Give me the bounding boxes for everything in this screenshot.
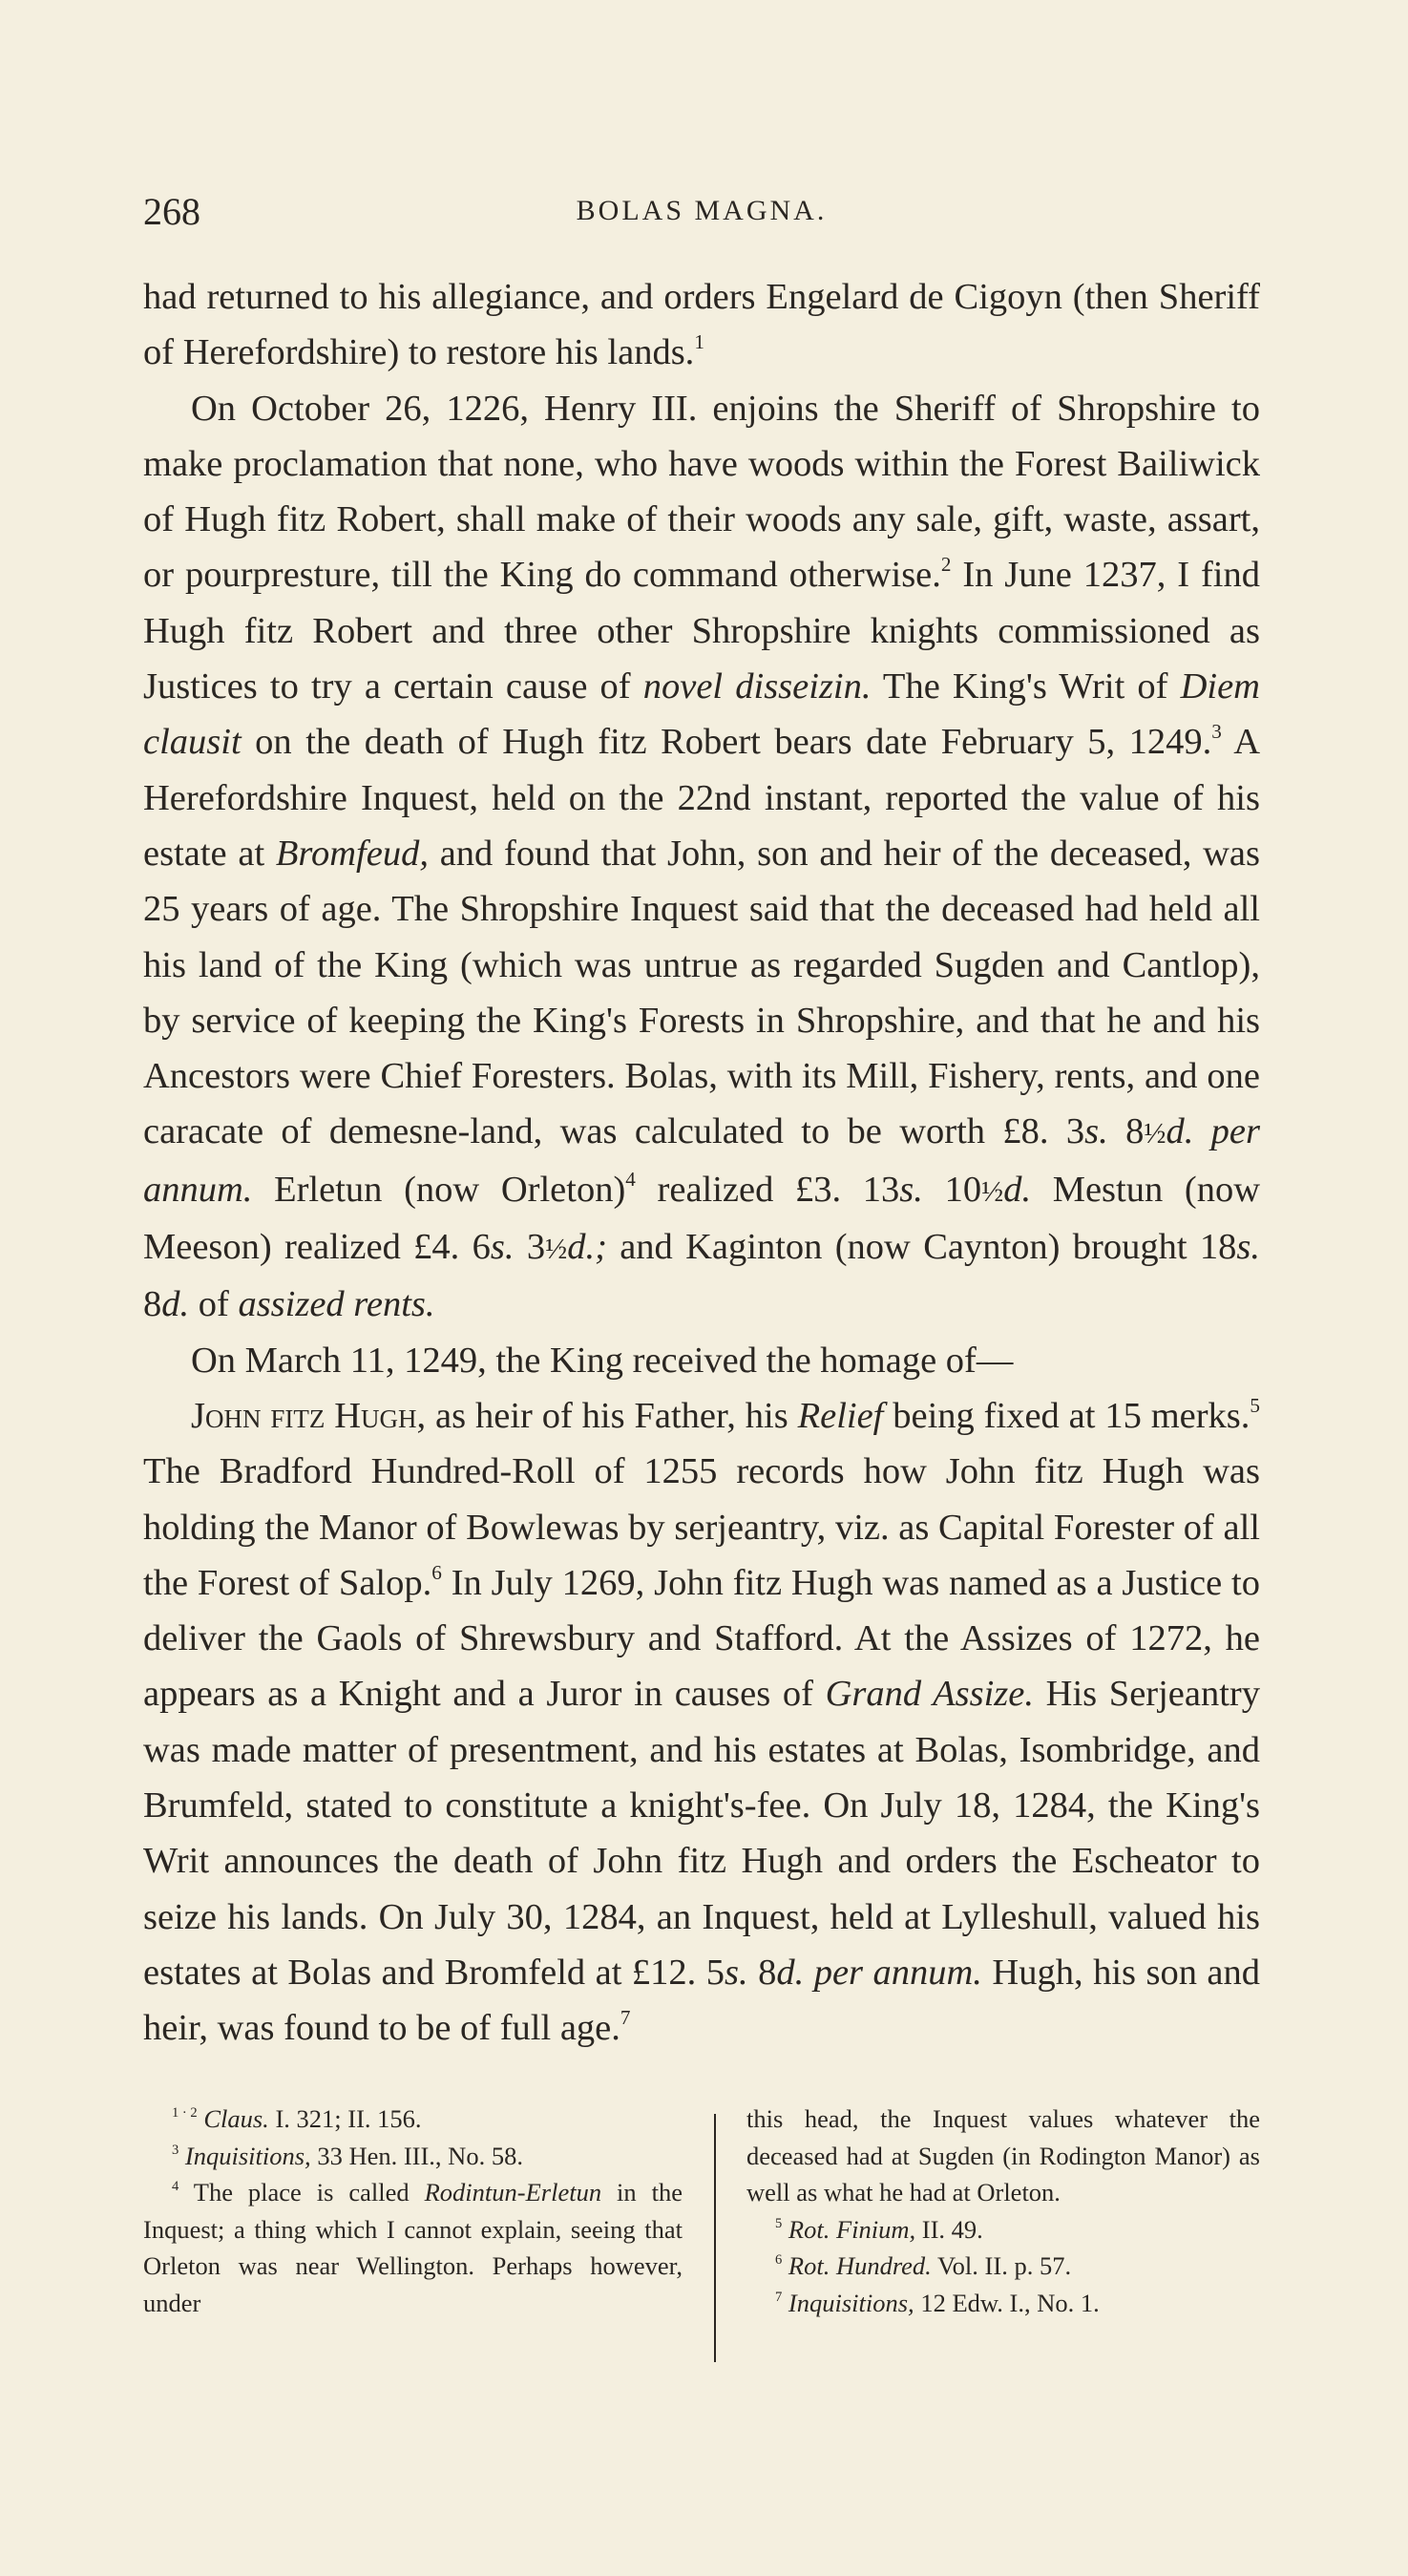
footnote-ref: 7 bbox=[775, 2289, 783, 2305]
footnote-ref: 3 bbox=[172, 2142, 179, 2158]
footnotes-left-column bbox=[143, 2101, 683, 2321]
running-head: BOLAS MAGNA. bbox=[576, 195, 828, 226]
text-run: ½ bbox=[1144, 1117, 1166, 1151]
footnote-column-rule bbox=[714, 2114, 716, 2362]
text-run: John fitz Hugh, bbox=[191, 1395, 427, 1436]
text-run: had returned to his allegiance, and orders Engelard de Cigoyn (then Sheriff of Herefordshire) to restore his lands. bbox=[143, 277, 1260, 373]
text-run bbox=[1193, 1111, 1210, 1151]
text-run: 8 bbox=[1107, 1111, 1145, 1152]
footnote-ref: 2 bbox=[940, 553, 952, 577]
text-run: and Kaginton (now Caynton) brought 18 bbox=[606, 1227, 1237, 1268]
footnotes bbox=[143, 2101, 1260, 2358]
paragraph bbox=[143, 1388, 1260, 2057]
footnote bbox=[746, 2101, 1260, 2211]
text-run: Mestun (now Meeson) realized £4. 6 bbox=[143, 1169, 1261, 1268]
text-run: assized rents. bbox=[238, 1284, 435, 1325]
text-run bbox=[782, 2289, 788, 2317]
footnote-ref: 4 bbox=[172, 2179, 179, 2195]
text-run: 3 bbox=[514, 1227, 546, 1268]
footnote-ref: 6 bbox=[431, 1560, 442, 1584]
text-run: In July 1269, John fitz Hugh was named as a Justice to deliver the Gaols of Shrewsbury and Stafford. At the Assizes of 1272, he appears as a Knight and a Juror in causes of bbox=[143, 1562, 1260, 1715]
text-run bbox=[782, 2251, 788, 2280]
paragraph bbox=[143, 1333, 1260, 1388]
text-run: In June 1237, I find Hugh fitz Robert and three other Shropshire knights commissioned as Justices to try a certain cause of bbox=[143, 555, 1260, 707]
text-run: ½ bbox=[545, 1233, 568, 1266]
paragraph bbox=[143, 269, 1260, 381]
text-run: Grand Assize. bbox=[825, 1674, 1034, 1715]
text-run: Bromfeud, bbox=[275, 833, 429, 874]
text-run: Rot. Finium, bbox=[788, 2214, 916, 2244]
text-run: s. bbox=[899, 1169, 923, 1210]
text-run: Rodintun-Erletun bbox=[424, 2178, 602, 2206]
page-number: 268 bbox=[143, 190, 200, 233]
text-run: s. bbox=[725, 1952, 748, 1993]
footnote-ref: 5 bbox=[775, 2215, 783, 2231]
text-run: d. bbox=[1003, 1169, 1032, 1210]
footnote bbox=[143, 2174, 683, 2321]
text-run: s. bbox=[1236, 1227, 1260, 1268]
text-run: d. bbox=[1166, 1111, 1194, 1152]
footnotes-right-column bbox=[746, 2101, 1260, 2321]
text-run: 8 bbox=[747, 1952, 777, 1993]
body-text bbox=[143, 269, 1260, 2057]
text-run: On October 26, 1226, Henry III. enjoins the Sheriff of Shropshire to make proclamation that none, who have woods within the Forest Bailiwick of Hugh fitz Robert, shall make of their woods any sale, gift, waste, assart, or pourpresture, till the King do command otherwise. bbox=[143, 388, 1260, 596]
footnote bbox=[143, 2101, 683, 2138]
text-run: per annum. bbox=[143, 1111, 1260, 1210]
footnote bbox=[746, 2285, 1260, 2322]
paragraph bbox=[143, 381, 1260, 1333]
text-run: Relief bbox=[797, 1395, 884, 1436]
text-run bbox=[782, 2215, 788, 2244]
text-run: per annum. bbox=[813, 1952, 982, 1993]
text-run: Diem clausit bbox=[143, 666, 1260, 763]
text-run bbox=[179, 2142, 185, 2170]
text-run: on the death of Hugh fitz Robert bears date February 5, 1249. bbox=[241, 722, 1212, 763]
text-run: On March 11, 1249, the King received the homage of— bbox=[191, 1340, 1014, 1381]
text-run: The place is called bbox=[179, 2178, 425, 2206]
text-run: 33 Hen. III., No. 58. bbox=[310, 2141, 523, 2170]
text-run: Vol. II. p. 57. bbox=[931, 2251, 1072, 2280]
footnote bbox=[746, 2248, 1260, 2285]
text-run: The King's Writ of bbox=[871, 666, 1181, 707]
text-run: 8 bbox=[143, 1284, 162, 1325]
footnote bbox=[143, 2138, 683, 2175]
text-run: of bbox=[189, 1284, 239, 1325]
text-run: s. bbox=[1084, 1111, 1108, 1152]
text-run: novel disseizin. bbox=[642, 666, 872, 707]
text-run: Inquisitions, bbox=[184, 2141, 311, 2170]
text-run: Erletun (now Orleton) bbox=[252, 1169, 626, 1210]
footnote-ref: 3 bbox=[1211, 720, 1222, 744]
text-run: Inquisitions, bbox=[788, 2288, 914, 2317]
text-run: this head, the Inquest values whatever the deceased had at Sugden (in Rodington Manor) as well as what he had at Orleton. bbox=[746, 2104, 1260, 2206]
text-run: Rot. Hundred. bbox=[788, 2251, 932, 2280]
footnote-ref: 1 · 2 bbox=[172, 2105, 198, 2122]
text-run: in the Inquest; a thing which I cannot explain, seeing that Orleton was near Wellington. Perhaps however, under bbox=[143, 2178, 683, 2317]
text-run: I. 321; II. 156. bbox=[268, 2104, 422, 2133]
text-run: d.; bbox=[567, 1227, 607, 1268]
text-run: d. bbox=[776, 1952, 805, 1993]
page-header bbox=[143, 189, 1260, 239]
footnote-ref: 5 bbox=[1250, 1394, 1260, 1418]
text-run: 10 bbox=[922, 1169, 982, 1210]
text-run: His Serjeantry was made matter of presentment, and his estates at Bolas, Isombridge, and Brumfeld, stated to constitute a knight's-fee. On July 18, 1284, the King's Writ announces the death of John fitz Hugh and orders the Escheator to seize his lands. On July 30, 1284, an Inquest, held at Lylleshull, valued his estates at Bolas and Bromfeld at £12. 5 bbox=[143, 1674, 1261, 1993]
footnote-ref: 7 bbox=[620, 2006, 631, 2030]
text-run: d. bbox=[161, 1284, 190, 1325]
text-run: Claus. bbox=[203, 2104, 269, 2133]
footnote-ref: 1 bbox=[694, 330, 704, 354]
text-run: ½ bbox=[981, 1174, 1004, 1208]
text-run: and found that John, son and heir of the deceased, was 25 years of age. The Shropshire Inquest said that the deceased had held all his land of the King (which was untrue as regarded Sugden and Cantlop), by service of keeping the King's Forests in Shropshire, and that he and his Ancestors were Chief Foresters. Bolas, with its Mill, Fishery, rents, and one caracate of demesne-land, was calculated to be worth £8. 3 bbox=[143, 833, 1260, 1152]
text-run: Hugh, his son and heir, was found to be of full age. bbox=[143, 1952, 1261, 2049]
footnote-ref: 6 bbox=[775, 2252, 783, 2269]
text-run: as heir of his Father, his bbox=[426, 1395, 798, 1436]
text-run: The Bradford Hundred-Roll of 1255 records how John fitz Hugh was holding the Manor of Bowlewas by serjeantry, viz. as Capital Forester of all the Forest of Salop. bbox=[143, 1451, 1260, 1603]
footnote bbox=[746, 2211, 1260, 2249]
text-run bbox=[804, 1953, 813, 1993]
footnote-ref: 4 bbox=[625, 1167, 636, 1191]
text-run: realized £3. 13 bbox=[635, 1169, 900, 1210]
text-run: II. 49. bbox=[915, 2214, 983, 2244]
text-run: A Herefordshire Inquest, held on the 22nd instant, reported the value of his estate at bbox=[143, 722, 1261, 874]
text-run: being fixed at 15 merks. bbox=[883, 1395, 1250, 1436]
text-run: s. bbox=[490, 1227, 515, 1268]
text-run: 12 Edw. I., No. 1. bbox=[914, 2288, 1100, 2317]
